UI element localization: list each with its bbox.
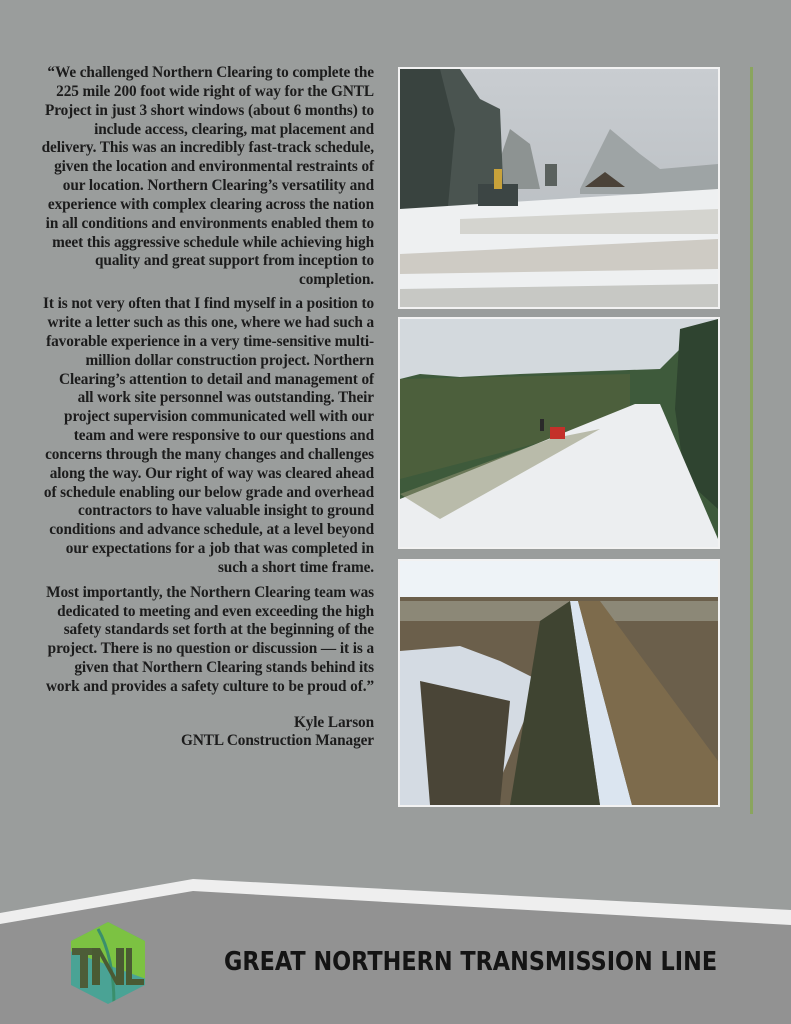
photo-image <box>400 69 718 307</box>
photo-excavator-snow <box>398 67 720 309</box>
quote-paragraph-3: Most importantly, the Northern Clearing team was dedicated to meeting and even exceeding the high safety standards set forth at the beginning of the project. There is no question or discussion — it is a given that Northern Clearing stands behind its work and provides a safety culture to be proud of.” <box>45 583 374 695</box>
accent-rule <box>750 67 753 814</box>
signature <box>40 714 374 750</box>
quote-paragraph-1: “We challenged Northern Clearing to complete the 225 mile 200 foot wide right of way for the GNTL Project in just 3 short windows (about 6 months) to include access, clearing, mat placement and delivery. This was an incredibly fast-track schedule, given the location and environmental restraints of our location. Northern Clearing’s versatility and experience with complex clearing across the nation in all conditions and environments enabled them to meet this aggressive schedule while achieving high quality and great support from inception to completion. <box>41 64 374 289</box>
photo-aerial-corridor <box>398 559 720 807</box>
signature-name: Kyle Larson <box>293 713 374 731</box>
photo-cleared-corridor <box>398 317 720 549</box>
signature-title: GNTL Construction Manager <box>181 731 374 749</box>
quote-paragraph-2: It is not very often that I find myself in a position to write a letter such as this one, where we had such a favorable experience in a very time-sensitive multi-million dollar construction project. Northern Clearing’s attention to detail and management of all work site personnel was outstanding. Their project supervision communicated well with our team and were responsive to our questions and concerns through the many changes and challenges along the way. Our right of way was cleared ahead of schedule enabling our below grade and overhead contractors to have valuable insight to ground conditions and advance schedule, at a level beyond our expectations for a job that was completed in such a short time frame. <box>43 295 374 576</box>
testimonial-quote <box>40 64 374 750</box>
photo-image <box>400 319 718 547</box>
footer-title: GREAT NORTHERN TRANSMISSION LINE <box>224 947 718 977</box>
photo-image <box>400 561 718 805</box>
gntl-logo-icon <box>70 921 146 1005</box>
